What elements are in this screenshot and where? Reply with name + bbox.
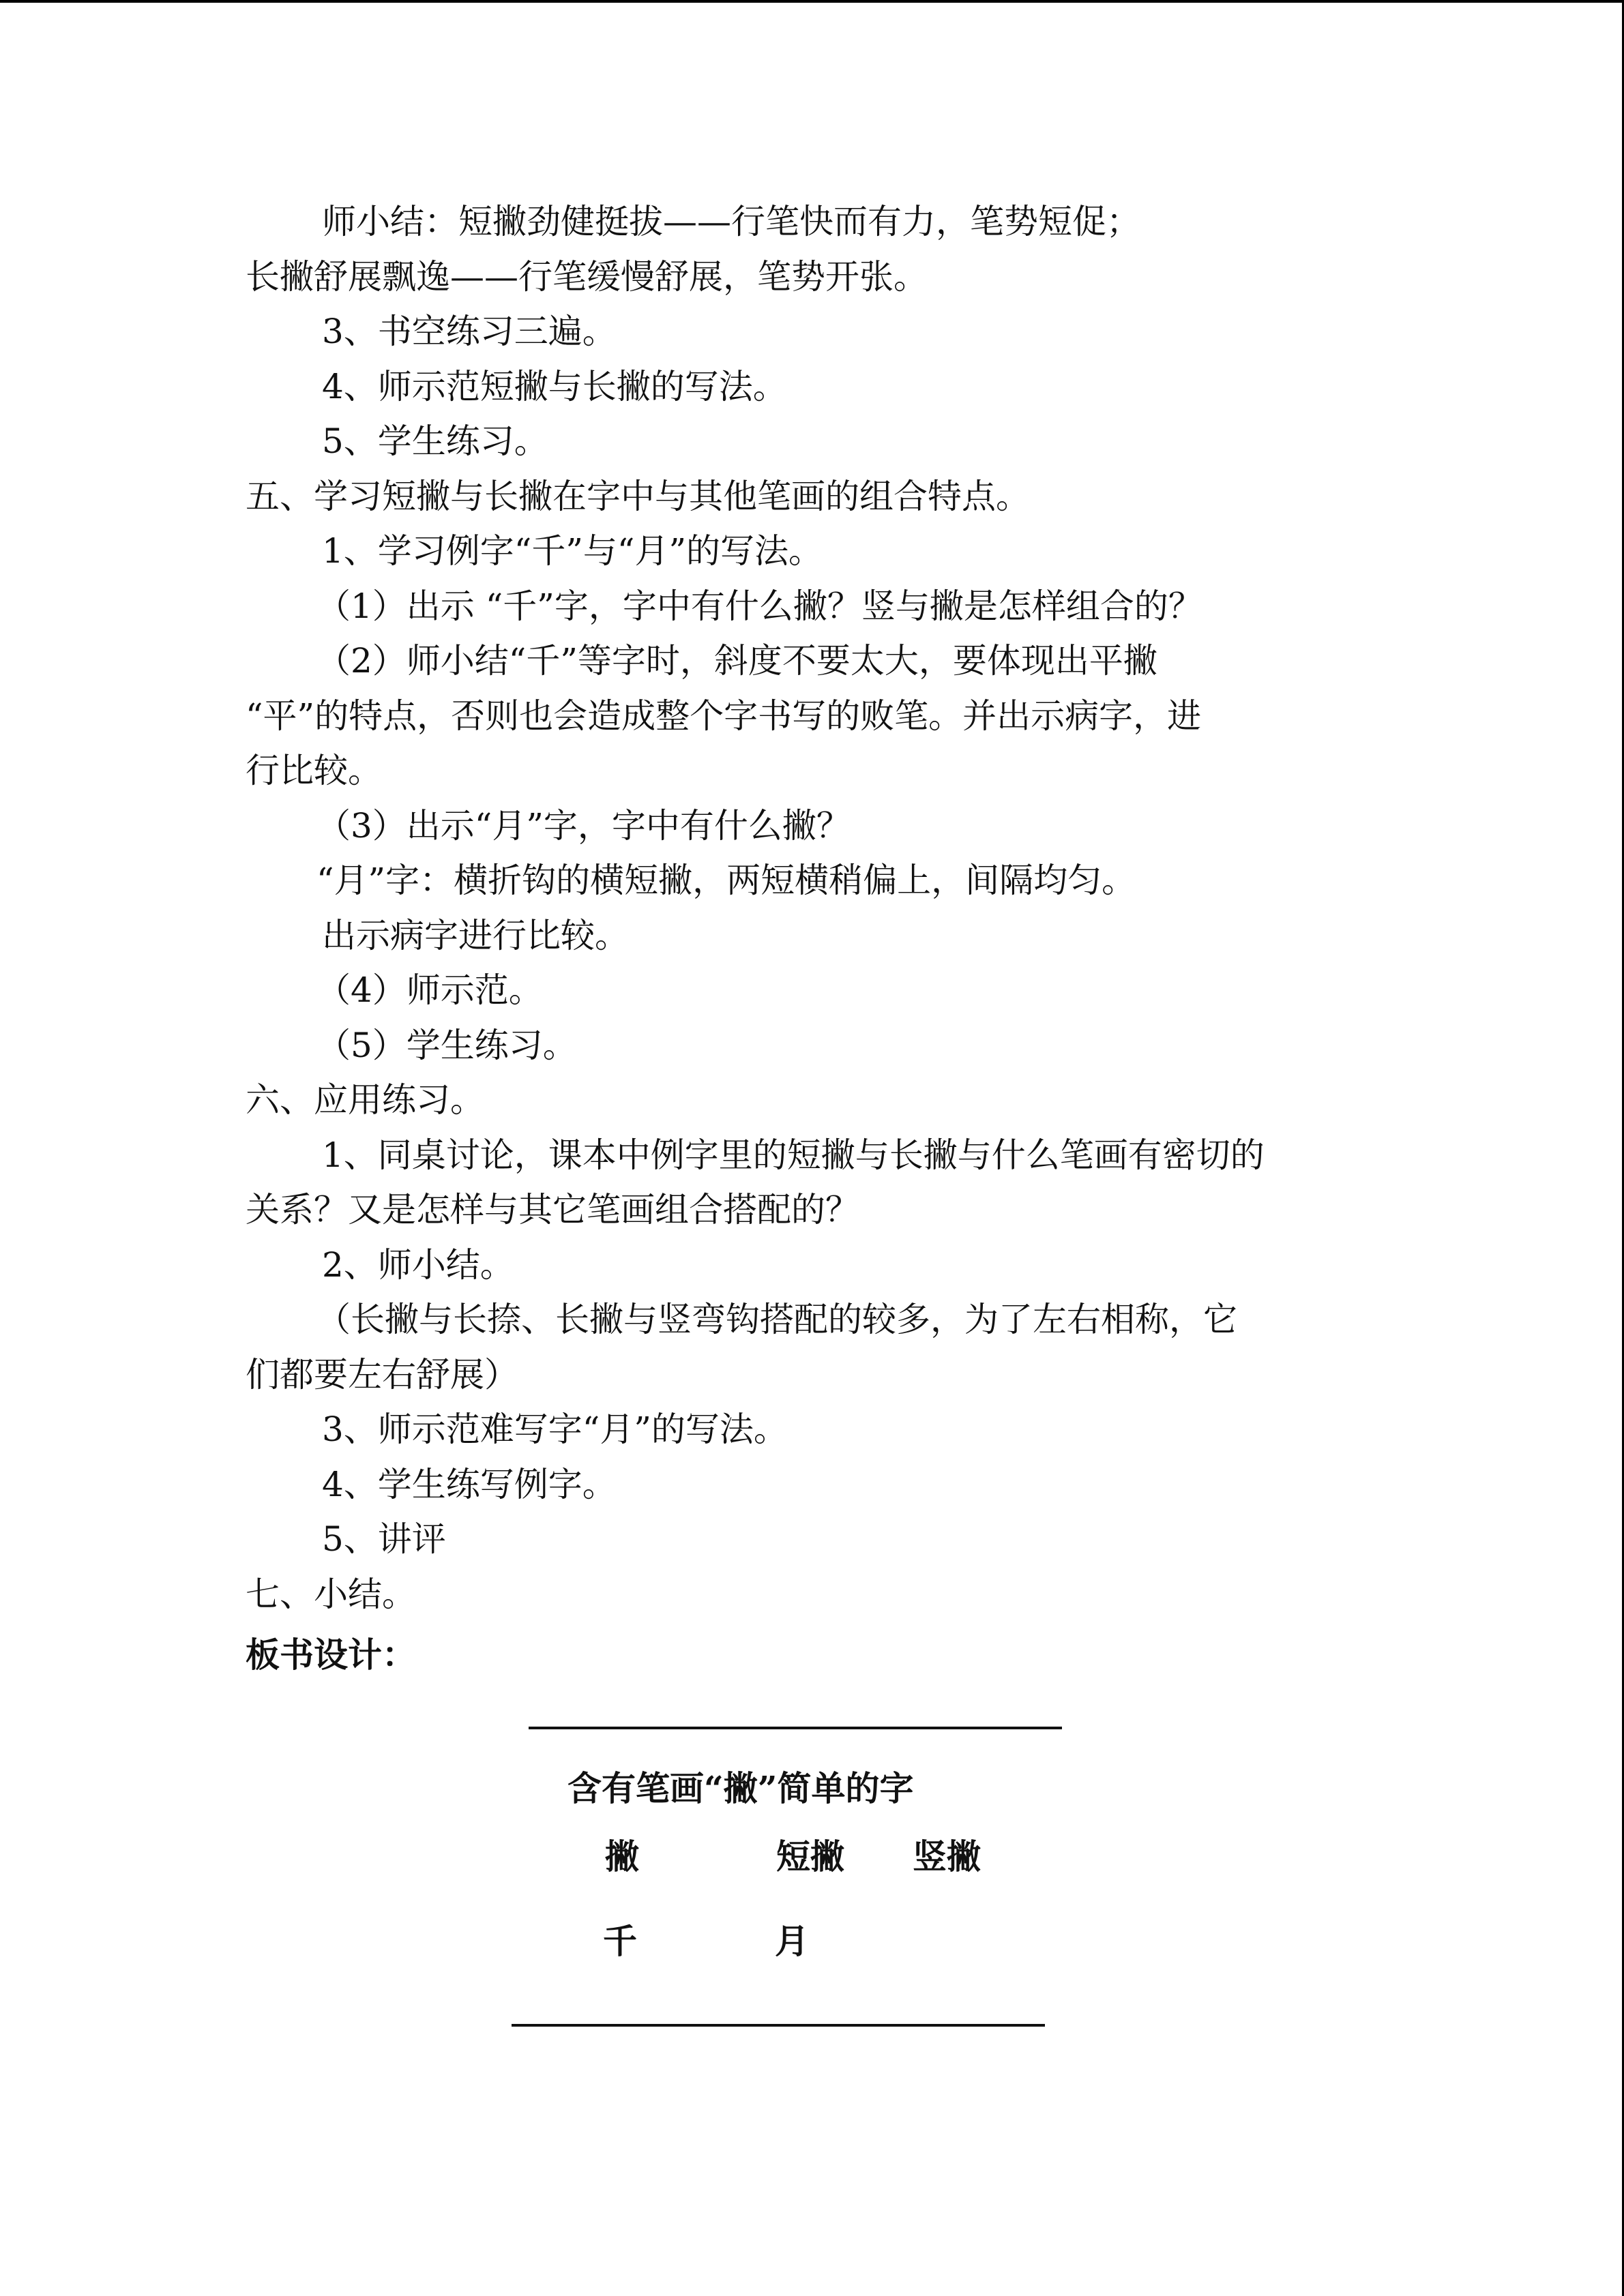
- text-line: 5、学生练习。: [322, 421, 548, 461]
- text-line: 3、书空练习三遍。: [322, 312, 617, 351]
- text-line: 关系？又是怎样与其它笔画组合搭配的？: [246, 1190, 859, 1229]
- text-line: “月”字：横折钩的横短撇，两短横稍偏上，间隔均匀。: [316, 861, 1136, 900]
- text-line: 出示病字进行比较。: [322, 915, 629, 955]
- text-line: （长撇与长捺、长撇与竖弯钩搭配的较多，为了左右相称，它: [316, 1300, 1237, 1339]
- text-line: 长撇舒展飘逸——行笔缓慢舒展，笔势开张。: [246, 256, 928, 297]
- board-design-label: 板书设计：: [246, 1635, 416, 1675]
- text-line: （3）出示“月”字，字中有什么撇？: [316, 805, 851, 846]
- text-line: 1、学习例字“千”与“月”的写法。: [322, 531, 823, 571]
- board-cell: 月: [775, 1921, 809, 1961]
- text-line: 2、师小结。: [322, 1244, 514, 1285]
- board-cell: 撇: [605, 1836, 639, 1877]
- board-cell: 竖撇: [913, 1836, 981, 1877]
- text-line: （4）师示范。: [316, 970, 543, 1010]
- text-line: 行比较。: [246, 751, 382, 790]
- board-heading: 含有笔画“撇”简单的字: [567, 1768, 914, 1808]
- section-heading: 五、学习短撇与长撇在字中与其他笔画的组合特点。: [246, 476, 1030, 516]
- text-line: （1）出示 “千”字，字中有什么撇？竖与撇是怎样组合的？: [316, 586, 1202, 626]
- board-cell: 千: [603, 1921, 637, 1961]
- section-heading: 六、应用练习。: [246, 1080, 484, 1120]
- text-line: 5、讲评: [322, 1519, 446, 1559]
- board-cell: 短撇: [776, 1836, 844, 1877]
- text-line: 1、同桌讨论，课本中例字里的短撇与长撇与什么笔画有密切的: [322, 1135, 1265, 1175]
- board-bottom-rule: [512, 2024, 1045, 2027]
- text-line: 4、师示范短撇与长撇的写法。: [322, 366, 787, 406]
- text-line: 们都要左右舒展）: [246, 1354, 518, 1395]
- page-top-border: [0, 0, 1624, 3]
- text-line: （2）师小结“千”等字时，斜度不要太大，要体现出平撇: [316, 641, 1157, 681]
- section-heading: 七、小结。: [246, 1574, 416, 1614]
- text-line: 4、学生练写例字。: [322, 1464, 617, 1504]
- text-line: “平”的特点，否则也会造成整个字书写的败笔。并出示病字，进: [246, 696, 1202, 736]
- document-body: [246, 194, 1378, 1688]
- board-top-rule: [529, 1727, 1062, 1729]
- text-line: （5）学生练习。: [316, 1025, 577, 1065]
- text-line: 3、师示范难写字“月”的写法。: [322, 1410, 788, 1449]
- text-line: 师小结：短撇劲健挺拔——行笔快而有力，笔势短促；: [322, 202, 1140, 241]
